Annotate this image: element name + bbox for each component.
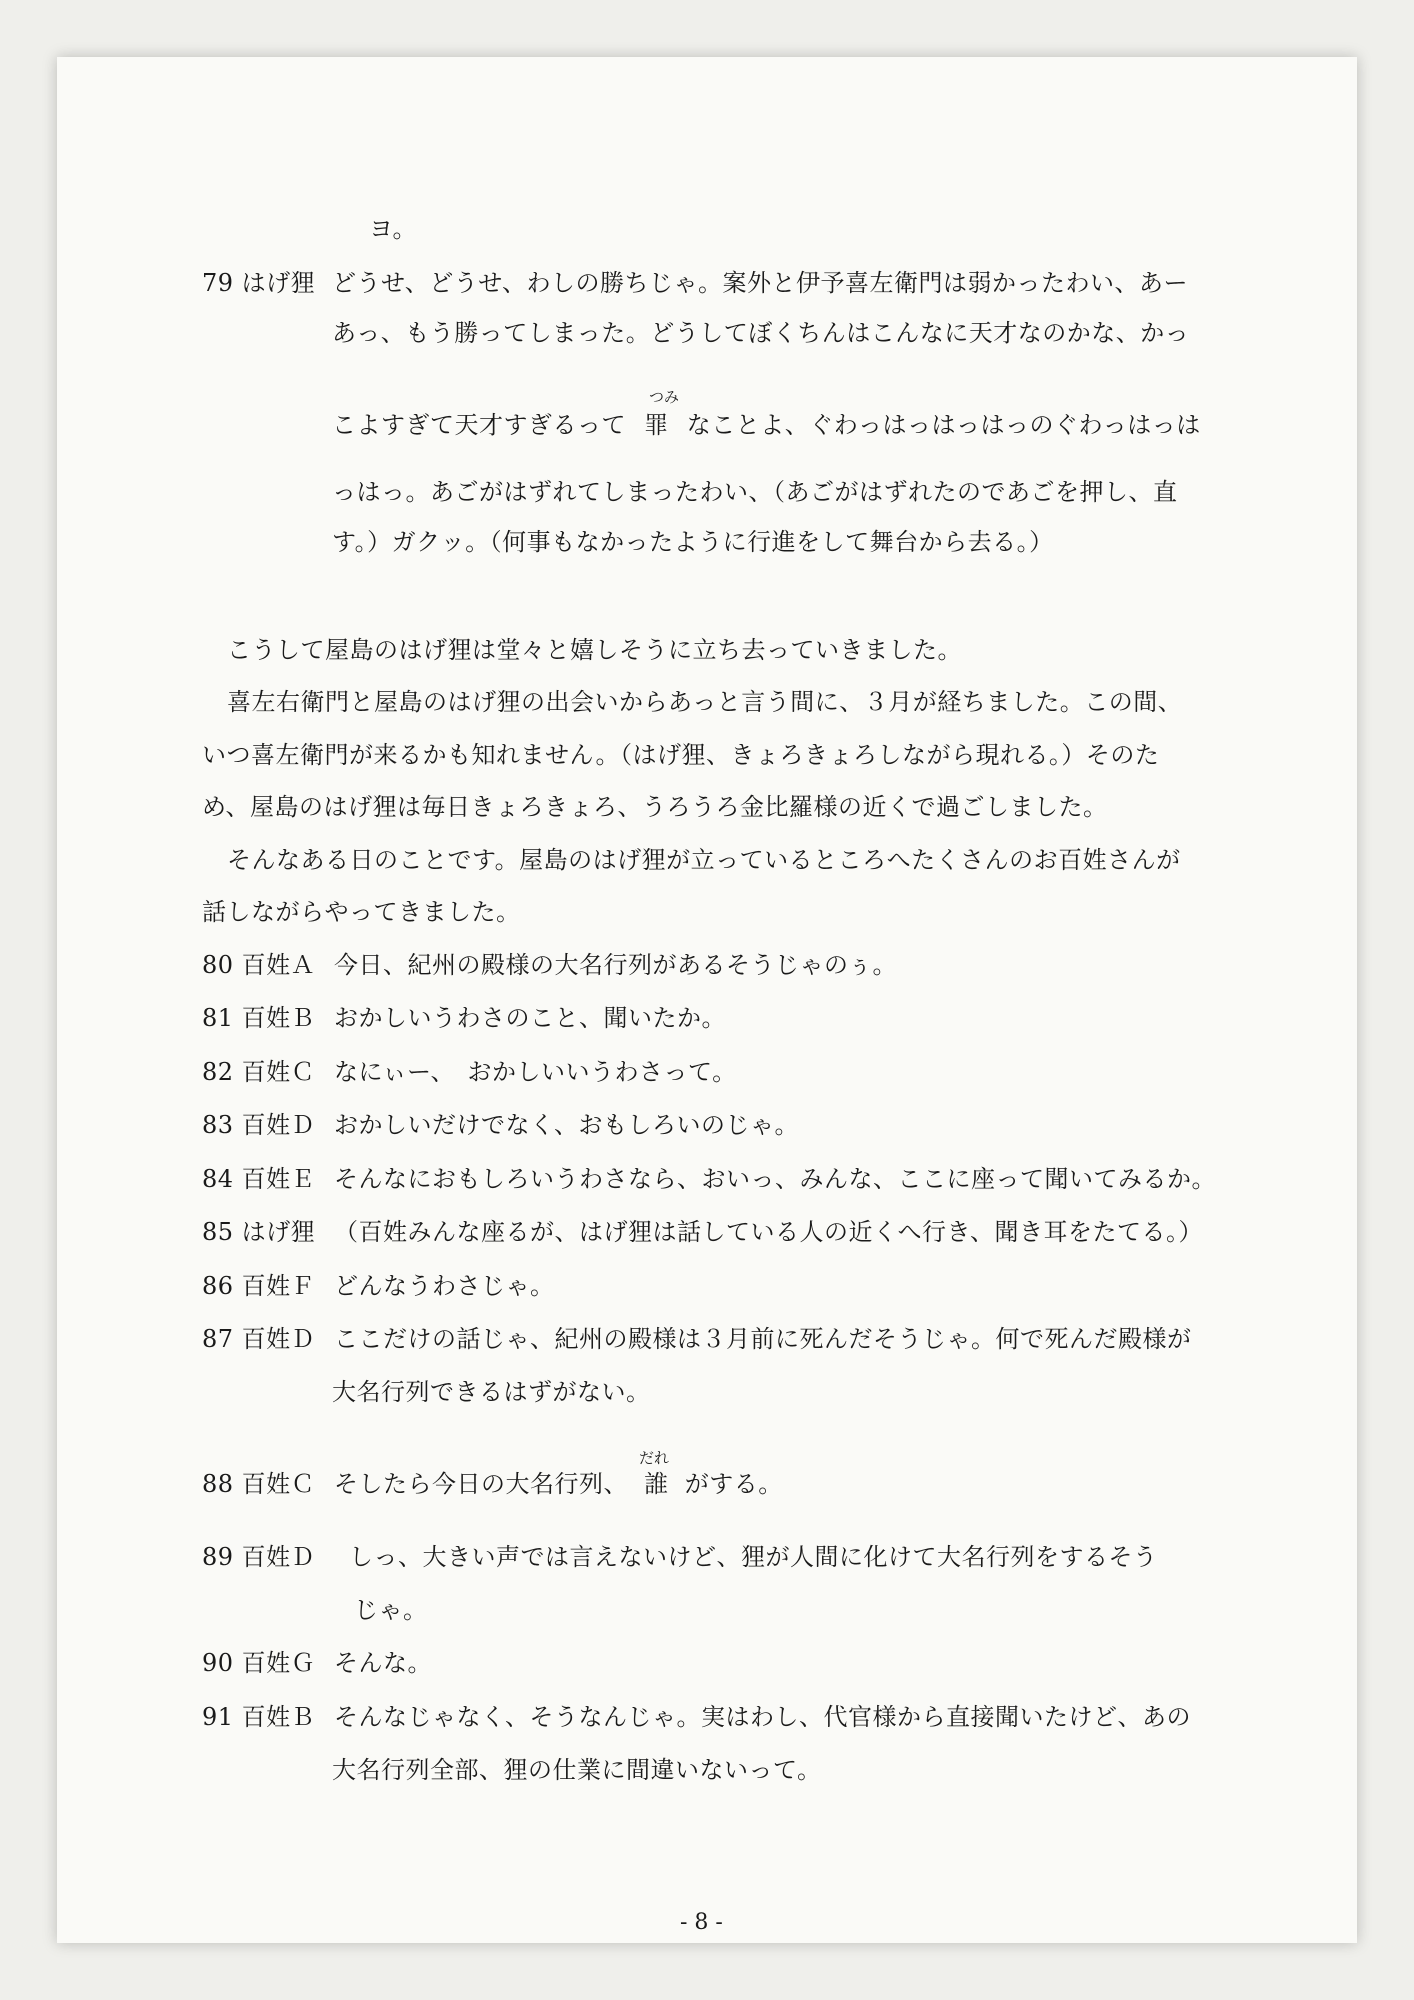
dialogue-line: っはっ。あごがはずれてしまったわい、（あごがはずれたのであごを押し、直 [332, 478, 1178, 506]
dialogue-line: なにぃー、 おかしいいうわさって。 [334, 1058, 737, 1086]
narration-line: め、屋島のはげ狸は毎日きょろきょろ、うろうろ金比羅様の近くで過ごしました。 [202, 793, 1108, 821]
narration-line: 喜左右衛門と屋島のはげ狸の出会いからあっと言う間に、３月が経ちました。この間、 [227, 688, 1183, 716]
speaker-label: 79 はげ狸 [202, 269, 316, 297]
speaker-label: 82 百姓Ｃ [202, 1058, 316, 1086]
dialogue-line: こよすぎて天才すぎるって 罪 なことよ、ぐわっはっはっはっのぐわっはっは [332, 411, 1201, 439]
dialogue-line: 大名行列全部、狸の仕業に間違いないって。 [332, 1756, 822, 1784]
narration-line: こうして屋島のはげ狸は堂々と嬉しそうに立ち去っていきました。 [227, 636, 962, 664]
page-number: - 8 - [680, 1910, 723, 1935]
dialogue-line: しっ、大きい声では言えないけど、狸が人間に化けて大名行列をするそう [349, 1543, 1158, 1571]
text-line: ヨ。 [369, 215, 418, 243]
speaker-label: 85 はげ狸 [202, 1218, 316, 1246]
dialogue-line: おかしいうわさのこと、聞いたか。 [334, 1004, 726, 1032]
dialogue-line: おかしいだけでなく、おもしろいのじゃ。 [334, 1111, 800, 1139]
dialogue-line: そんな。 [334, 1649, 432, 1677]
speaker-label: 90 百姓Ｇ [202, 1649, 316, 1677]
dialogue-line: どんなうわさじゃ。 [334, 1272, 555, 1300]
dialogue-line: 大名行列できるはずがない。 [332, 1378, 651, 1406]
speaker-label: 81 百姓Ｂ [202, 1004, 316, 1032]
ruby-base: 罪 [644, 411, 669, 439]
speaker-label: 83 百姓Ｄ [202, 1111, 316, 1139]
speaker-label: 87 百姓Ｄ [202, 1325, 316, 1353]
ruby-base: 誰 [644, 1470, 669, 1498]
document-page [57, 57, 1357, 1943]
narration-line: いつ喜左衛門が来るかも知れません。（はげ狸、きょろきょろしながら現れる。）そのた [202, 741, 1160, 769]
narration-line: そんなある日のことです。屋島のはげ狸が立っているところへたくさんのお百姓さんが [227, 846, 1181, 874]
speaker-label: 84 百姓Ｅ [202, 1165, 316, 1193]
dialogue-line: あっ、もう勝ってしまった。どうしてぼくちんはこんなに天才なのかな、かっ [332, 319, 1190, 347]
ruby-annotation: つみ [649, 388, 680, 406]
ruby-annotation: だれ [639, 1449, 670, 1467]
dialogue-line: どうせ、どうせ、わしの勝ちじゃ。案外と伊予喜左衛門は弱かったわい、あー [332, 269, 1189, 297]
dialogue-line: そんなじゃなく、そうなんじゃ。実はわし、代官様から直接聞いたけど、あの [334, 1703, 1192, 1731]
dialogue-line: じゃ。 [354, 1596, 428, 1624]
dialogue-line: そんなにおもしろいうわさなら、おいっ、みんな、ここに座って聞いてみるか。 [334, 1165, 1216, 1193]
dialogue-line: 今日、紀州の殿様の大名行列があるそうじゃのぅ。 [334, 951, 898, 979]
speaker-label: 89 百姓Ｄ [202, 1543, 316, 1571]
dialogue-line: ここだけの話じゃ、紀州の殿様は３月前に死んだそうじゃ。何で死んだ殿様が [334, 1325, 1192, 1353]
narration-line: 話しながらやってきました。 [202, 898, 521, 926]
speaker-label: 88 百姓Ｃ [202, 1470, 316, 1498]
speaker-label: 91 百姓Ｂ [202, 1703, 316, 1731]
dialogue-line: そしたら今日の大名行列、 誰 がする。 [334, 1470, 783, 1498]
dialogue-line: す。）ガクッ。（何事もなかったように行進をして舞台から去る。） [332, 528, 1054, 556]
speaker-label: 86 百姓Ｆ [202, 1272, 316, 1300]
dialogue-line: （百姓みんな座るが、はげ狸は話している人の近くへ行き、聞き耳をたてる。） [334, 1218, 1204, 1246]
speaker-label: 80 百姓Ａ [202, 951, 316, 979]
